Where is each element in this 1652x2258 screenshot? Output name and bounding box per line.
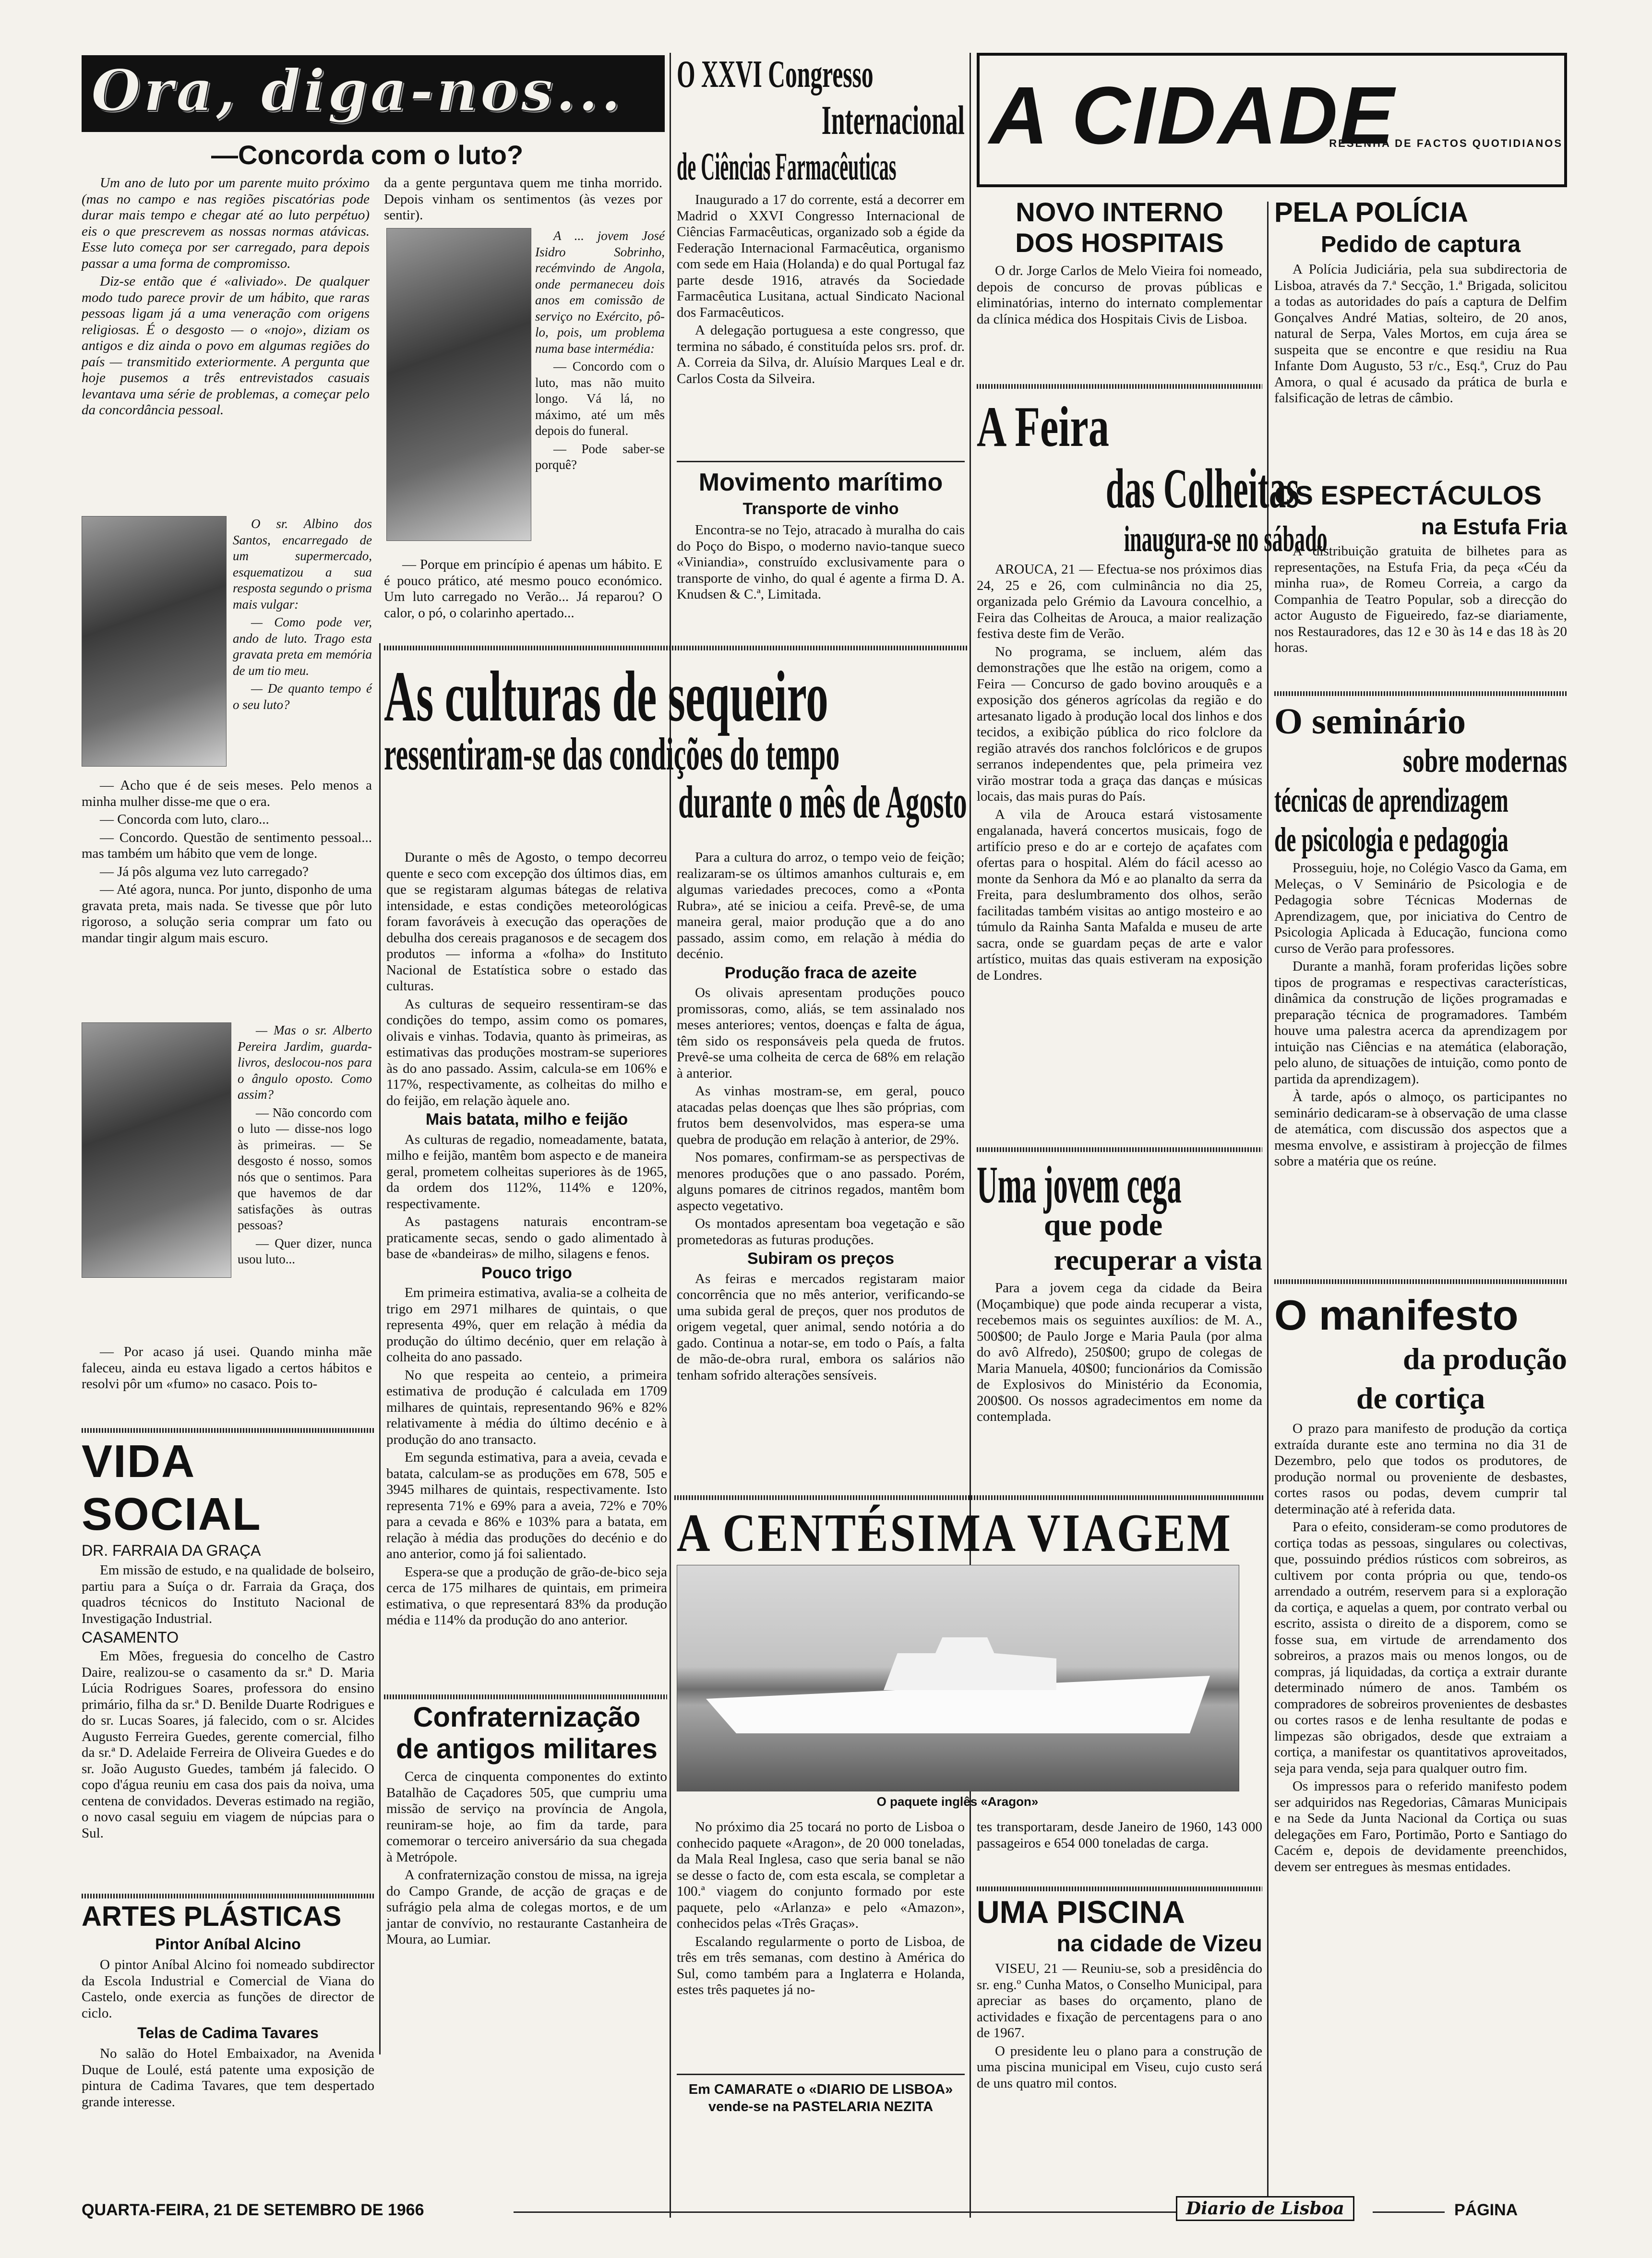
divider: [977, 384, 1262, 389]
subhead: Mais batata, milho e feijão: [425, 1110, 628, 1129]
interview-albino-cont: — Acho que é de seis meses. Pelo menos a minha mulher disse-me que o era. — Concorda com luto, claro... — Concordo. Questão de sentimento pessoal... mas também um hábito que vem de longe. — Já pôs alguma vez luto carregado? — Até agora, nunca. Por junto, disponho de uma gravata preta, mais nada. Se tivesse que pôr luto rigoroso, a solução seria comprar um fato ou mandar tingir algum mais escuro.: [82, 778, 372, 946]
subhead: Pedido de captura: [1320, 232, 1521, 257]
espectaculos-article: OS ESPECTÁCULOS na Estufa Fria A distribuição gratuita de bilhetes para as representações, na Estufa Fria, da peça «Céu da minha rua», de Romeu Correia, a cargo da Companhia de Teatro Popular, sob a direcção do actor Augusto de Figueiredo, faz-se diariamente, nos Restauradores, das 12 e 30 às 14 e das 18 às 20 horas.: [1274, 480, 1567, 655]
section-title: A CIDADE: [989, 70, 1396, 161]
viagem-text-a: No próximo dia 25 tocará no porto de Lisboa o conhecido paquete «Aragon», de 20 000 toneladas, da Mala Real Inglesa, caso que seria banal se não se desse o facto de, com esta escala, se completar a 100.ª viagem do conjunto formado por este paquete, pelo «Arlanza» e pelo «Amazon», conhecidos pelas «Três Graças». Escalando regularmente o porto de Lisboa, de três em três semanas, com destino à América do Sul, como também para a Inglaterra e Holanda, estes três paquetes já no-: [677, 1819, 965, 1997]
divider: [384, 1694, 667, 1699]
headline: O seminário: [1274, 701, 1466, 742]
footer-rule: [514, 2211, 1253, 2213]
banner: [82, 55, 665, 132]
headline: de cortiça: [1356, 1381, 1485, 1415]
maritimo-article: Movimento marítimo Transporte de vinho Encontra-se no Tejo, atracado à muralha do cais do Poço do Bispo, o moderno navio-tanque sueco «Viniandia», construído exclusivamente para o transporte de vinho, do qual é agente a firma D. A. Knudsen & C.ª, Limitada.: [677, 468, 965, 602]
photo-caption: O paquete inglês «Aragon»: [876, 1794, 1039, 1809]
portrait-photo-jose: [386, 228, 531, 541]
divider: [82, 1428, 374, 1433]
subhead: Transporte de vinho: [742, 500, 899, 518]
divider: [384, 646, 967, 650]
footer-date: QUARTA-FEIRA, 21 DE SETEMBRO DE 1966: [82, 2201, 424, 2219]
divider: [677, 461, 965, 462]
headline: O XXVI Congresso: [677, 53, 874, 96]
subhead: CASAMENTO: [82, 1629, 179, 1646]
divider: [82, 1894, 374, 1898]
ship-photo: [677, 1565, 1239, 1791]
divider: [677, 2074, 965, 2075]
manifesto-article: O manifesto da produção de cortiça O prazo para manifesto de produção da cortiça extraída durante este ano termina no dia 31 de Dezembro, pelo que todos os produtores, de produção normal ou proveniente de desbastes, cortes rasos ou podas, devem cumprir tal determinação até à referida data. Para o efeito, consideram-se como produtores de cortiça todas as pessoas, singulares ou colectivas, que, possuindo prédios rústicos com sobreiros, as cultivem por conta própria ou que, tendo-os arrendado a outrém, reservem para si a exploração da cortiça, e aquelas a quem, por contrato verbal ou escrito, assista o direito de a disporem, como se fosse sua, em virtude de arrendamento dos sobreiros, a prazos mais ou menos longos, ou de compras, já liquidadas, da cortiça a extrair durante determinado número de anos. Também os compradores de sobreiros provenientes de desbastes ou cortes rasos e de lenha resultante de podas e limpezas são obrigados, desde que extraiam a cortiça, a manifestar os quantitativos aproveitados, seja para venda, seja para qualquer outro fim. Os impressos para o referido manifesto podem ser adquiridos nas Regedorias, Câmaras Municipais e na Sede da Junta Nacional da Cortiça ou suas delegações em Faro, Portimão, Porto e Santiago do Cacém e, depois de devidamente preenchidos, devem ser entregues às mesmas entidades.: [1274, 1291, 1567, 1874]
a-cidade-banner: [977, 53, 1567, 187]
subhead: DR. FARRAIA DA GRAÇA: [82, 1542, 261, 1559]
subhead: Telas de Cadima Tavares: [137, 2024, 319, 2042]
section-title: ARTES PLÁSTICAS: [82, 1901, 342, 1932]
artes-section: ARTES PLÁSTICAS Pintor Aníbal Alcino O pintor Aníbal Alcino foi nomeado subdirector da Escola Industrial e Comercial de Viana do Castelo, onde exercia as funções de director de ciclo. Telas de Cadima Tavares No salão do Hotel Embaixador, na Avenida Duque de Loulé, está patente uma exposição de pintura de Cadima Tavares, que tem despertado grande interesse.: [82, 1901, 374, 2110]
seminario-article: O seminário sobre modernas técnicas de aprendizagem de psicologia e pedagogia Prosseguiu, hoje, no Colégio Vasco da Gama, em Meleças, o V Seminário de Psicologia e de Pedagogia sobre Técnicas Modernas de Aprendizagem, que, por iniciativa do Centro de Psicologia Aplicada à Educação, funciona como curso de Verão para professores. Durante a manhã, foram proferidas lições sobre tipos de programas e respectivas características, dinâmica da construção de lições programadas e preparação técnica de programadores. Também houve uma palestra acerca da aprendizagem por intuição nas Ciências e na atemática (elaboração, pelo aluno, de situações de intuição, como ponto de partida da aprendizagem). À tarde, após o almoço, os participantes no seminário dedicaram-se à observação de uma classe de atemática, com discussão dos aspectos que a mesma envolve, e assistiram à projecção de filmes sobre a matéria que os reúne.: [1274, 701, 1567, 1169]
culturas-col-a: Durante o mês de Agosto, o tempo decorreu quente e seco com excepção dos últimos dias, em que se registaram algumas bátegas de relativa intensidade, e estas condições meteorológicas foram favoráveis à execução das operações de debulha dos cereais praganosos e de secagem dos produtos — informa a «folha» do Instituto Nacional de Estatística sobre o estado das culturas. As culturas de sequeiro ressentiram-se das condições do tempo, assim como os pomares, olivais e vinhas. Todavia, quanto às primeiras, as estimativas das produções mostram-se superiores às do ano passado. Assim, calcula-se em 106% e 117%, respectivamente, as colheitas do milho e do feijão, em relação àquele ano. Mais batata, milho e feijão As culturas de regadio, nomeadamente, batata, milho e feijão, mantêm bom aspecto e de maneira geral, prometem colheitas superiores às de 1965, da ordem dos 112%, 114% e 120%, respectivamente. As pastagens naturais encontram-se praticamente secas, sendo o gado alimentado à base de «bandeiras» de milho, silagens e fenos. Pouco trigo Em primeira estimativa, avalia-se a colheita de trigo em 2971 milhares de quintais, o que representa 49%, quer em relação à média da produção do último decénio, quer em relação à colheita do ano passado. No que respeita ao centeio, a primeira estimativa de produção é calculada em 1709 milhares de quintais, representando 96% e 82% relativamente à média do último decénio e à produção do ano transacto. Em segunda estimativa, para a aveia, cevada e batata, calculam-se as produções em 678, 505 e 3945 milhares de quintais, respectivamente. Isto representa 71% e 69% para a aveia, 72% e 70% para a cevada e 86% e 103% para a batata, em relação à média das produções do decénio e do ano anterior, como já foi salientado. Espera-se que a produção de grão-de-bico seja cerca de 175 milhares de quintais, em primeira estimativa, o que representará 83% da produção média e 114% da produção do ano anterior.: [386, 850, 667, 1628]
headline: sobre modernas: [1402, 743, 1567, 780]
subhead: Produção fraca de azeite: [724, 963, 917, 982]
subhead: Pouco trigo: [481, 1263, 572, 1282]
headline: das Colheitas: [1105, 457, 1300, 520]
piscina-article: UMA PISCINA na cidade de Vizeu VISEU, 21 — Reuniu-se, sob a presidência do sr. eng.º Cunha Matos, o Conselho Municipal, para apreciar as bases do orçamento, plano de actividades e fixação de percentagens para o ano de 1967. O presidente leu o plano para a construção de uma piscina municipal em Viseu, cujo custo será de uns quatro mil contos.: [977, 1894, 1262, 2091]
interview-alberto: — Mas o sr. Alberto Pereira Jardim, guarda-livros, deslocou-nos para o ângulo oposto. Como assim? — Não concordo com o luto — disse-nos logo às primeiras. — Se desgosto é nosso, somos nós que o sentimos. Para que havemos de dar satisfações às outras pessoas? — Quer dizer, nunca usou luto...: [238, 1023, 372, 1266]
headline: que pode: [1044, 1208, 1163, 1242]
headline: ressentiram-se das condições do tempo: [384, 728, 840, 780]
advert-camarate: Em CAMARATE o «DIARIO DE LISBOA» vende-se na PASTELARIA NEZITA: [688, 2082, 953, 2114]
policia-article: PELA POLÍCIA Pedido de captura A Polícia Judiciária, pela sua subdirectoria de Lisboa, através da 7.ª Secção, 1.ª Brigada, solicitou a todas as autoridades do país a captura de Delfim Gonçalves André Matias, solteiro, de 20 anos, natural de Serpa, Vales Mortos, em cuja área se suspeita que se encontre e que residiu na Rua Infante Dom Augusto, 53 r/c., Esq.ª, Cruz do Pau Amora, o qual é acusado da prática de burla e falsificação de letras de câmbio.: [1274, 197, 1567, 406]
column-rule: [970, 53, 971, 2218]
headline: NOVO INTERNO: [1016, 197, 1223, 227]
headline: OS ESPECTÁCULOS: [1274, 480, 1542, 510]
headline: UMA PISCINA: [977, 1894, 1185, 1930]
masthead-logo: Diario de Lisboa: [1176, 2196, 1354, 2221]
headline: técnicas de aprendizagem: [1274, 781, 1508, 819]
viagem-text-b: tes transportaram, desde Janeiro de 1960, 143 000 passageiros e 654 000 toneladas de carga.: [977, 1819, 1262, 1851]
headline: PELA POLÍCIA: [1274, 197, 1468, 228]
footer: [82, 2196, 1569, 2225]
headline: DOS HOSPITAIS: [1015, 228, 1224, 258]
divider: [977, 1147, 1262, 1152]
interview-jose: A ... jovem José Isidro Sobrinho, recémvindo de Angola, onde permaneceu dois anos em comissão de serviço no Exército, pô-lo, pois, um problema numa base intermédia: — Concordo com o luto, mas não muito longo. Vá lá, no máximo, até um mês depois do funeral. — Pode saber-se porquê?: [535, 228, 665, 472]
headline: Confraternização: [413, 1702, 641, 1733]
headline: O manifesto: [1274, 1291, 1519, 1339]
headline: inaugura-se no sábado: [1124, 519, 1328, 559]
headline: na cidade de Vizeu: [1056, 1931, 1262, 1957]
interview-alberto-cont: — Por acaso já usei. Quando minha mãe faleceu, ainda eu estava ligado a certos hábitos e resolvi pôr um «fumo» no casaco. Pois to-: [82, 1344, 372, 1392]
headline: Uma jovem cega: [977, 1155, 1182, 1214]
divider: [1274, 1279, 1567, 1284]
congresso-article: O XXVI Congresso Internacional de Ciências Farmacêuticas Inaugurado a 17 do corrente, está a decorrer em Madrid o XXVI Congresso Internacional de Ciências Farmacêuticas, organizado sob a égide da Federação Internacional Farmacêutica, organismo com sede em Haia (Holanda) e do qual Portugal faz parte desde 1916, através da Sociedade Farmacêutica Lusitana, actual Sindicato Nacional dos Farmacêuticos. A delegação portuguesa a este congresso, que termina no sábado, é constituída pelos srs. prof. dr. A. Correia da Silva, dr. Aluísio Marques Leal e dr. Carlos Costa da Silveira.: [677, 53, 965, 386]
divider: [977, 1886, 1262, 1891]
headline: recuperar a vista: [1053, 1244, 1262, 1276]
headline: Internacional: [821, 97, 965, 143]
portrait-photo-alberto: [82, 1022, 231, 1278]
interview-albino: O sr. Albino dos Santos, encarregado de um supermercado, esquematizou a sua resposta segundo o prisma mais vulgar: — Como pode ver, ando de luto. Trago esta gravata preta em memória de um tio meu. — De quanto tempo é o seu luto?: [233, 516, 372, 712]
section-title: VIDA SOCIAL: [82, 1436, 262, 1540]
ship-superstructure: [884, 1637, 1056, 1690]
portrait-photo-albino: [82, 516, 227, 767]
headline: de antigos militares: [396, 1733, 658, 1765]
cega-article: Uma jovem cega que pode recuperar a vista Para a jovem cega da cidade da Beira (Moçambique) que pode ainda recuperar a vista, recebemos mais os seguintes auxílios: de M. A., 500$00; de Paulo Jorge e Maria Paula (por alma do avô Alfredo), 250$00; grupo de colegas de Maria Manuela, 40$00; funcionários da Comissão de Explosivos do Ministério da Economia, 200$00. Os nossos agradecimentos em nome da contemplada.: [977, 1155, 1262, 1424]
headline: As culturas de sequeiro: [384, 657, 828, 736]
column-rule: [379, 643, 381, 2054]
footer-rule: [1373, 2211, 1445, 2213]
culturas-headline: [384, 655, 967, 847]
divider: [674, 1495, 1265, 1500]
vida-social-section: VIDA SOCIAL DR. FARRAIA DA GRAÇA Em missão de estudo, e na qualidade de bolseiro, partiu para a Suíça o dr. Farraia da Graça, dos quadros técnicos do Instituto Nacional de Investigação Industrial. CASAMENTO Em Mões, freguesia do concelho de Castro Daire, realizou-se o casamento da sr.ª D. Maria Lúcia Rodrigues Soares, professora do ensino primário, filha da sr.ª D. Benilde Duarte Rodrigues e do sr. Lucas Soares, já falecido, com o sr. Alcides Augusto Ferreira Guedes, gerente comercial, filho da sr.ª D. Adelaide Ferreira de Oliveira Guedes e do sr. João Augusto Guedes, também já falecido. O copo d'água reuniu em casa dos pais da noiva, uma centena de convidados. Deveras estimado na região, o novo casal seguiu em viagem de núpcias para o Sul.: [82, 1436, 374, 1841]
headline: durante o mês de Agosto: [678, 776, 967, 828]
confrat-article: Confraternização de antigos militares Cerca de cinquenta componentes do extinto Batalhão de Caçadores 505, que cumpriu uma missão de serviço na província de Angola, reuniram-se hoje, ao fim da tarde, para comemorar o terceiro aniversário da sua chegada à Metrópole. A confraternização constou de missa, na igreja do Campo Grande, de acção de graças e de sufrágio pela alma de colegas mortos, e de um jantar de convívio, no restaurante Castanheira de Moura, ao Lumiar.: [386, 1702, 667, 1947]
headline: A Feira: [977, 395, 1109, 458]
headline: Movimento marítimo: [698, 468, 943, 496]
headline: A CENTÉSIMA VIAGEM: [677, 1503, 1233, 1563]
headline: de psicologia e pedagogia: [1274, 820, 1508, 859]
feira-article: A Feira das Colheitas inaugura-se no sábado AROUCA, 21 — Efectua-se nos próximos dias 24, 25 e 26, com culminância no dia 25, organizada pelo Grémio da Lavoura concelhio, a Feira das Colheitas de Arouca, a maior realização festiva deste fim de Verão. No programa, se incluem, além das demonstrações que lhe estão na origem, como a Feira — Concurso de gado bovino arouquês e a exposição dos géneros agrícolas da região e do artesanato ligado à produção local dos linhos e dos tecidos, a exibição pública do rico folclore da região através dos ranchos folclóricos e de grupos serranos independentes que, pela primeira vez virão mostrar toda a graça das danças e músicas locais, das mais puras do País. A vila de Arouca estará vistosamente engalanada, haverá concertos musicais, fogo de artifício preso e do ar e cortejo de açafates com ofertas para o hospital. Além do fácil acesso ao monte da Senhora da Mó e ao planalto da serra da Freita, para deslumbramento dos olhos, serão facilitadas também visitas ao antigo mosteiro e ao túmulo da Rainha Santa Mafalda e museu de arte sacra, onde se guardam peças de arte e valor artístico, muitas das quais estiveram na exposição de Londres.: [977, 395, 1328, 983]
banner-title: Ora, diga-nos...: [91, 57, 624, 124]
headline: de Ciências Farmacêuticas: [677, 144, 897, 188]
section-subtitle: RESENHA DE FACTOS QUOTIDIANOS: [1329, 137, 1563, 149]
interno-article: NOVO INTERNO DOS HOSPITAIS O dr. Jorge Carlos de Melo Vieira foi nomeado, depois de concurso de provas públicas e eliminatórias, interno do internato complementar da clínica médica dos Hospitais Civis de Lisboa.: [977, 197, 1262, 327]
headline: da produção: [1402, 1342, 1567, 1376]
subhead: na Estufa Fria: [1421, 514, 1567, 539]
column-rule: [670, 53, 671, 2218]
divider: [1274, 691, 1567, 696]
culturas-col-b: Para a cultura do arroz, o tempo veio de feição; realizaram-se os últimos amanhos culturais e, em algumas variedades precoces, como a «Ponta Rubra», até se iniciou a ceifa. Prevê-se, de uma maneira geral, maior produção que a do ano passado, assim como, em relação à média do decénio. Produção fraca de azeite Os olivais apresentam produções pouco promissoras, como, aliás, se tem assinalado nos meses anteriores; ventos, doenças e falta de água, têm sido os responsáveis pela queda de frutos. Prevê-se uma colheita de cerca de 68% em relação à anterior. As vinhas mostram-se, em geral, pouco atacadas pelas doenças que lhes são próprias, com frutos bem desenvolvidos, mas espera-se uma quebra de produção em relação à anterior, de 29%. Nos pomares, confirmam-se as perspectivas de menores produções que o ano passado. Porém, alguns pomares de citrinos regados, mantêm bom aspecto vegetativo. Os montados apresentam boa vegetação e são prometedoras as futuras produções. Subiram os preços As feiras e mercados registaram maior concorrência que no mês anterior, verificando-se uma subida geral de preços, quer nos produtos de origem vegetal, quer animal, sendo notória a do gado. Continua a notar-se, em todo o País, a falta de mão-de-obra rural, embora os salários não tenham sofrido alterações sensíveis.: [677, 850, 965, 1383]
subhead: Pintor Aníbal Alcino: [155, 1935, 301, 1953]
question-heading: —Concorda com o luto?: [211, 140, 524, 170]
interview-intro: Um ano de luto por um parente muito próximo (mas no campo e nas regiões piscatórias pode durar mais tempo e chegar até ao luto perpétuo) eis o que prescrevem as nossas normas atávicas. Esse luto começa por ser carregado, para depois passar a uma forma de compromisso. Diz-se então que é «aliviado». De qualquer modo tudo parece provir de um hábito, que raras pessoas ligam já a uma veneração com origens religiosas. É o desgosto — o «nojo», diziam os antigos e diz ainda o povo em algumas regiões do país — transmitido exteriormente. A pergunta que hoje pusemos a três entrevistados casuais levantava uma série de problemas, a começar pelo da concordância pessoal.: [82, 175, 370, 418]
footer-page: PÁGINA: [1454, 2201, 1518, 2219]
interview-col2: da a gente perguntava quem me tinha morrido. Depois vinham os sentimentos (às vezes por sentir).: [384, 175, 662, 223]
subhead: Subiram os preços: [747, 1249, 895, 1268]
interview-jose-cont: — Porque em princípio é apenas um hábito. E é pouco prático, até mesmo pouco económico. Um luto carregado no Verão... Já reparou? O calor, o pó, o colarinho apertado...: [384, 557, 662, 621]
viagem-headline: [677, 1502, 1265, 1563]
